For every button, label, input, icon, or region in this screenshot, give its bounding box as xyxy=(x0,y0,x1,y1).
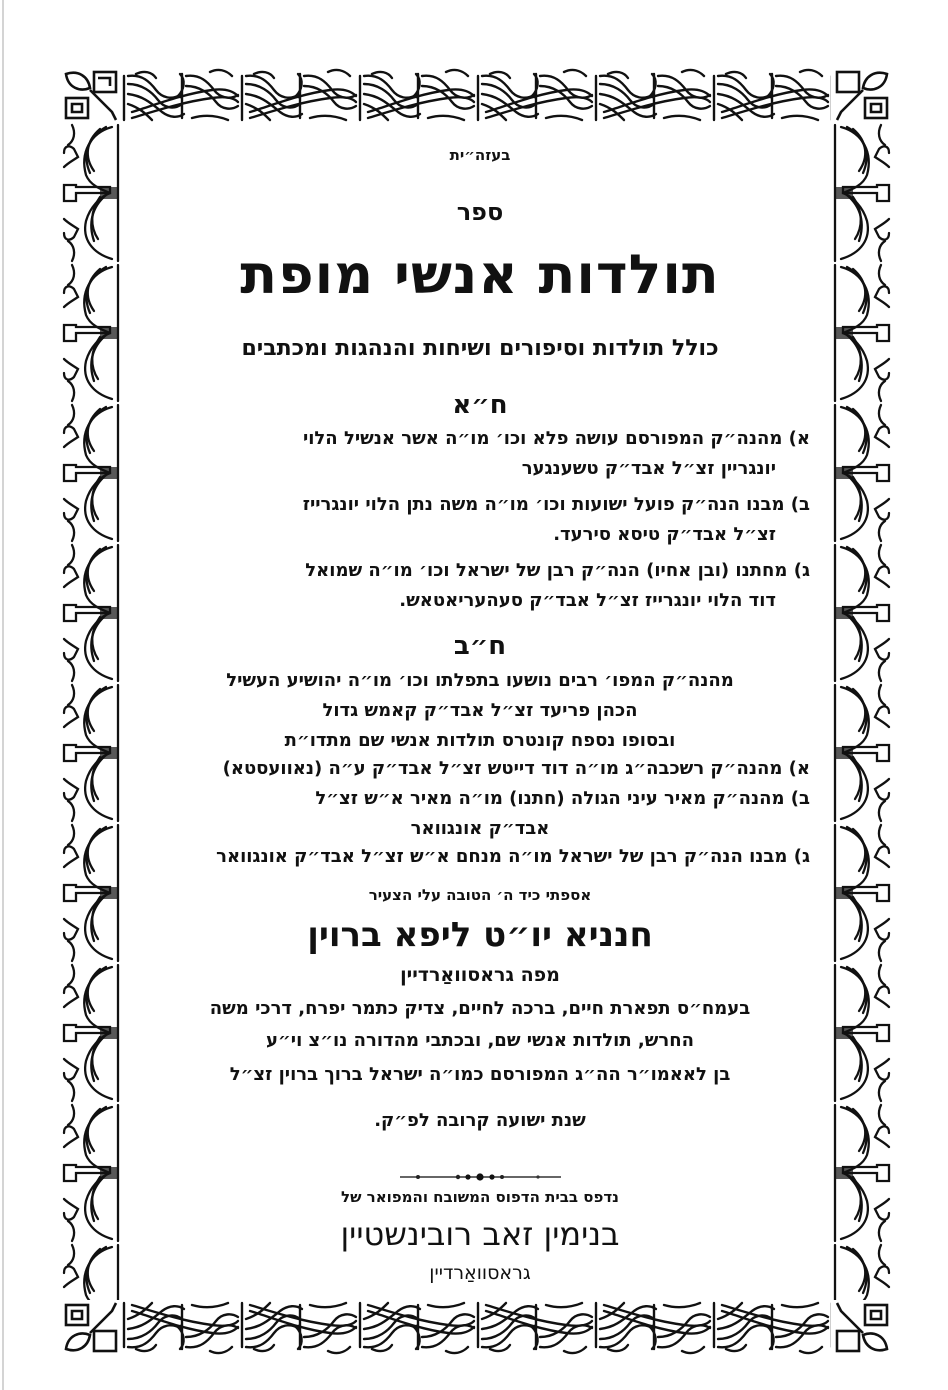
part-one-item xyxy=(160,496,810,514)
border-bottom-vine-ornament xyxy=(122,1300,831,1355)
item-continuation: אבד״ק אונגוואר xyxy=(410,818,550,839)
part-two-heading: ח״ב xyxy=(453,631,507,661)
publication-year: שנת ישועה קרובה לפ״ק. xyxy=(374,1110,586,1131)
part-two-line: ובסופו נספח קונטרס תולדות אנשי שם מתדו״ת xyxy=(284,730,676,751)
compiler-works: החרש, תולדות אנשי שם, ובכתבי מהדורה נו״צ וי״ע xyxy=(266,1030,694,1051)
border-right-leaf-ornament xyxy=(833,123,893,1300)
item-marker: א) xyxy=(788,428,810,449)
part-two-item xyxy=(160,790,810,808)
compiler-name: חנניא יו״ט ליפא ברוין xyxy=(307,915,653,955)
printer-name: בנימין זאב רובינשטיין xyxy=(340,1215,620,1253)
item-text: מבנו הנה״ק רבן של ישראל מו״ה מנחם א״ש זצ״ל אבד״ק אונגוואר xyxy=(216,846,788,867)
border-corner-ornament xyxy=(60,68,122,123)
item-text: מבנו הנה״ק פועל ישועות וכו׳ מו״ה משה נתן הלוי יונגרייז xyxy=(302,494,785,515)
item-continuation: יונגריין זצ״ל אבד״ק טשענגער xyxy=(521,458,776,479)
book-label: ספר xyxy=(456,198,504,226)
compiler-intro: אספתי כיד ה׳ הטובה עלי הצעיר xyxy=(368,886,592,904)
item-text: מהנה״ק המפורסם עושה פלא וכו׳ מו״ה אשר אנשיל הלוי xyxy=(302,428,783,449)
compiler-works: בעמח״ס תפארת חיים, ברכה לחיים, צדיק כתמר יפרח, דרכי משה xyxy=(209,998,751,1019)
item-marker: ג) xyxy=(793,846,810,867)
header-abbreviation: בעזה״ית xyxy=(449,146,511,164)
item-marker: ג) xyxy=(793,560,810,581)
item-text: מחתנו (ובן אחיו) הנה״ק רבן של ישראל וכו׳ מו״ה שמואל xyxy=(305,560,788,581)
page-edge-line xyxy=(2,0,4,1390)
part-one-item xyxy=(160,430,810,448)
border-corner-ornament xyxy=(60,1300,122,1355)
item-marker: ב) xyxy=(790,494,810,515)
item-text: מהנה״ק רשכבה״ג מו״ה דוד דייטש זצ״ל אבד״ק ע״ה (נאוועסטא) xyxy=(222,758,783,779)
compiler-origin: מפה גראסוואַרדיין xyxy=(400,964,560,986)
part-two-line: הכהן פריעד זצ״ל אבד״ק קאמש גדול xyxy=(322,700,638,721)
printer-city: גראסוואַרדיין xyxy=(429,1262,531,1284)
border-top-vine-ornament xyxy=(122,68,831,123)
border-corner-ornament xyxy=(831,1300,893,1355)
part-one-item xyxy=(160,562,810,580)
item-text: מהנה״ק מאיר עיני הגולה (חתנו) מו״ה מאיר א״ש זצ״ל xyxy=(315,788,785,809)
printer-intro: נדפס בבית הדפוס המשובח והמפואר של xyxy=(341,1188,619,1206)
part-one-heading: ח״א xyxy=(452,390,508,420)
part-two-line: מהנה״ק המפו׳ רבים נושעו בתפלתו וכו׳ מו״ה יהושיע העשיל xyxy=(226,670,734,691)
item-continuation: דוד הלוי יונגרייז זצ״ל אבד״ק סעהעריאטאש. xyxy=(399,590,776,611)
item-continuation: זצ״ל אבד״ק טיסא סירעד. xyxy=(553,524,776,545)
border-corner-ornament xyxy=(831,68,893,123)
compiler-father: בן לאאמו״ר הה״ג המפורסם כמו״ה ישראל ברוך ברוין זצ״ל xyxy=(229,1064,731,1085)
ornamental-divider xyxy=(398,1166,563,1174)
book-subtitle: כולל תולדות וסיפורים ושיחות והנהגות ומכתבים xyxy=(241,336,719,361)
book-title: תולדות אנשי מופת xyxy=(240,243,720,306)
part-two-item xyxy=(160,760,810,778)
part-two-item xyxy=(160,848,810,866)
border-left-leaf-ornament xyxy=(60,123,120,1300)
item-marker: ב) xyxy=(790,788,810,809)
item-marker: א) xyxy=(788,758,810,779)
